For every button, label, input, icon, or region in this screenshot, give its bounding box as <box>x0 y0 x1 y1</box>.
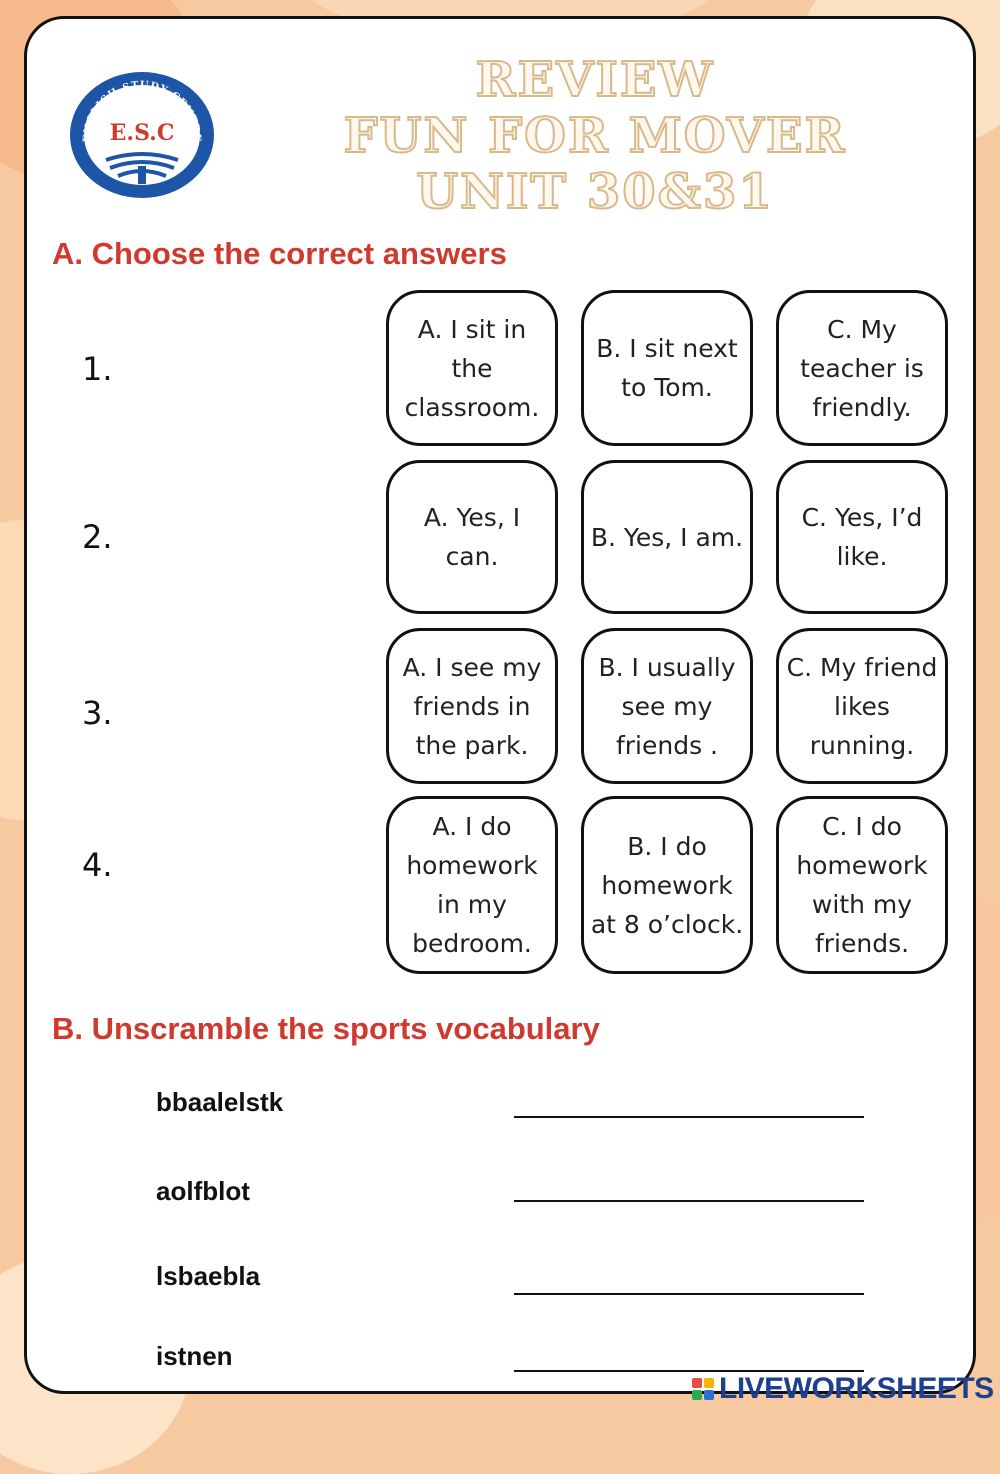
title-line: UNIT 30&31 <box>416 164 774 220</box>
worksheet-title <box>300 52 890 220</box>
answer-option[interactable]: A. I sit in the classroom. <box>386 290 558 446</box>
scrambled-word: bbaalelstk <box>156 1087 284 1117</box>
answer-option[interactable]: B. I do homework at 8 o’clock. <box>581 796 753 974</box>
answer-line[interactable] <box>514 1200 864 1202</box>
scrambled-word: aolfblot <box>156 1176 250 1206</box>
answer-line[interactable] <box>514 1116 864 1118</box>
liveworksheets-logo-icon <box>692 1378 714 1400</box>
logo-abbr: E.S.C <box>109 120 175 146</box>
scrambled-word: istnen <box>156 1341 233 1371</box>
answer-line[interactable] <box>514 1293 864 1295</box>
answer-option[interactable]: B. Yes, I am. <box>581 460 753 614</box>
esc-logo <box>68 70 216 200</box>
logo-arc-text: ENGLISH STUDY CENTRE <box>81 79 203 143</box>
title-line: REVIEW <box>475 52 715 108</box>
question-number: 3. <box>82 694 113 732</box>
answer-option[interactable]: A. I see my friends in the park. <box>386 628 558 784</box>
scrambled-word: lsbaebla <box>156 1261 261 1291</box>
answer-option[interactable]: C. I do homework with my friends. <box>776 796 948 974</box>
question-number: 4. <box>82 846 113 884</box>
answer-option[interactable]: C. My teacher is friendly. <box>776 290 948 446</box>
answer-option[interactable]: B. I sit next to Tom. <box>581 290 753 446</box>
answer-option[interactable]: A. I do homework in my bedroom. <box>386 796 558 974</box>
question-number: 2. <box>82 518 113 556</box>
title-line: FUN FOR MOVER <box>343 108 847 164</box>
answer-option[interactable]: C. My friend likes running. <box>776 628 948 784</box>
answer-option[interactable]: C. Yes, I’d like. <box>776 460 948 614</box>
watermark-text: LIVEWORKSHEETS <box>719 1372 994 1405</box>
liveworksheets-watermark <box>692 1372 994 1406</box>
section-a-heading: A. Choose the correct answers <box>52 236 507 271</box>
answer-option[interactable]: A. Yes, I can. <box>386 460 558 614</box>
section-b-heading: B. Unscramble the sports vocabulary <box>52 1011 600 1046</box>
question-number: 1. <box>82 350 113 388</box>
answer-option[interactable]: B. I usually see my friends . <box>581 628 753 784</box>
